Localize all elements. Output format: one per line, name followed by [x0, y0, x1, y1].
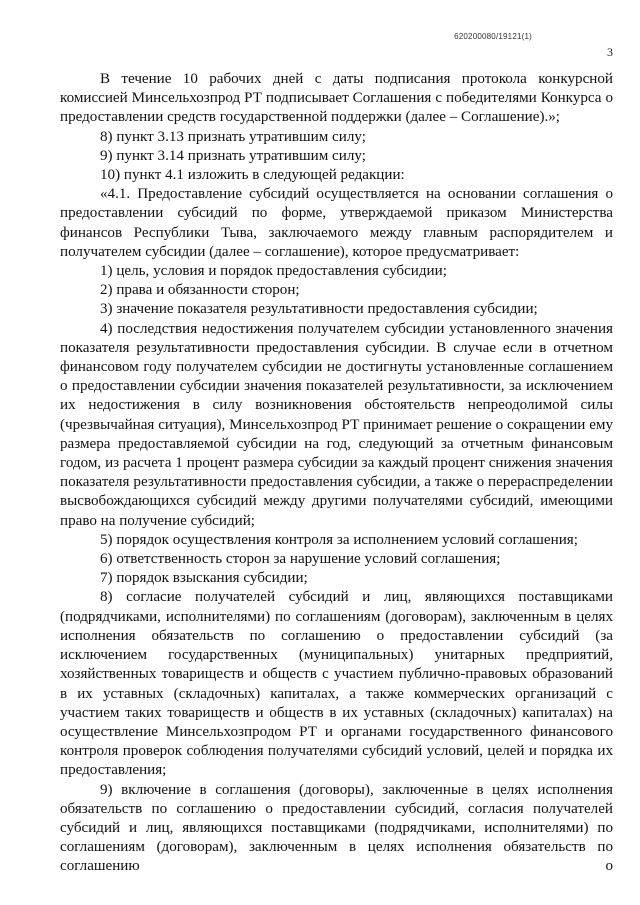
paragraph-item-9: 9) пункт 3.14 признать утратившим силу;	[100, 147, 366, 164]
paragraph-item-8: 8) пункт 3.13 признать утратившим силу;	[100, 128, 366, 145]
list-item-5: 5) порядок осуществления контроля за исполнением условий соглашения;	[100, 531, 578, 548]
list-item-2: 2) права и обязанности сторон;	[100, 282, 300, 299]
list-item-9: 9) включение в соглашения (договоры), заключенные в целях исполнения обязательств по соглашению о предоставлении субсидий, согласия получателей субсидий и лиц, являющихся поставщиками (подрядчиками, исполнителями) по соглашениям (договорам), заключенным в целях исполнения обязательств по соглашению о	[60, 781, 613, 875]
list-item-7: 7) порядок взыскания субсидии;	[100, 570, 308, 587]
list-item-3: 3) значение показателя результативности предоставления субсидии;	[100, 301, 538, 318]
paragraph-item-10: 10) пункт 4.1 изложить в следующей редакции:	[100, 167, 405, 184]
document-id: 620200080/19121(1)	[454, 32, 532, 41]
paragraph-intro: В течение 10 рабочих дней с даты подписания протокола конкурсной комиссией Минсельхозпрод РТ подписывает Соглашения с победителями Конкурса о предоставлении средств государственной поддержки (далее – Соглашение).»;	[60, 71, 613, 126]
paragraph-clause-4-1: «4.1. Предоставление субсидий осуществляется на основании соглашения о предоставлении субсидий по форме, утверждаемой приказом Министерства финансов Республики Тыва, заключаемого между главным распорядителем и получателем субсидии (далее – соглашение), которое предусматривает:	[60, 186, 613, 260]
list-item-4: 4) последствия недостижения получателем субсидии установленного значения показателя результативности предоставления субсидии. В случае если в отчетном финансовом году получателем субсидии не достигнуты установленные соглашением о предоставлении субсидии значения показателей результативности, за исключением их недостижения в силу возникновения обстоятельств непреодолимой силы (чрезвычайная ситуация), Минсельхозпрод РТ принимает решение о сокращении ему размера предоставляемой субсидии на год, следующий за отчетным финансовым годом, из расчета 1 процент размера субсидии за каждый процент снижения значения показателя результативности предоставления субсидии, а также о перераспределении высвобождающихся субсидий между другими получателями субсидий, имеющими право на получение субсидий;	[60, 320, 613, 529]
list-item-1: 1) цель, условия и порядок предоставления субсидии;	[100, 263, 447, 280]
document-body	[60, 70, 613, 877]
list-item-6: 6) ответственность сторон за нарушение условий соглашения;	[100, 551, 501, 568]
list-item-8: 8) согласие получателей субсидий и лиц, являющихся поставщиками (подрядчиками, исполнителями) по соглашениям (договорам), заключенным в целях исполнения обязательств по соглашению о предоставлении субсидий (за исключением государственных (муниципальных) унитарных предприятий, хозяйственных товариществ и обществ с участием публично-правовых образований в их уставных (складочных) капиталах, а также коммерческих организаций с участием таких товариществ и обществ в их уставных (складочных) капиталах) на осуществление Минсельхозпродом РТ и органами государственного финансового контроля проверок соблюдения получателями субсидий условий, целей и порядка их предоставления;	[60, 589, 613, 779]
page-number: 3	[607, 45, 613, 59]
